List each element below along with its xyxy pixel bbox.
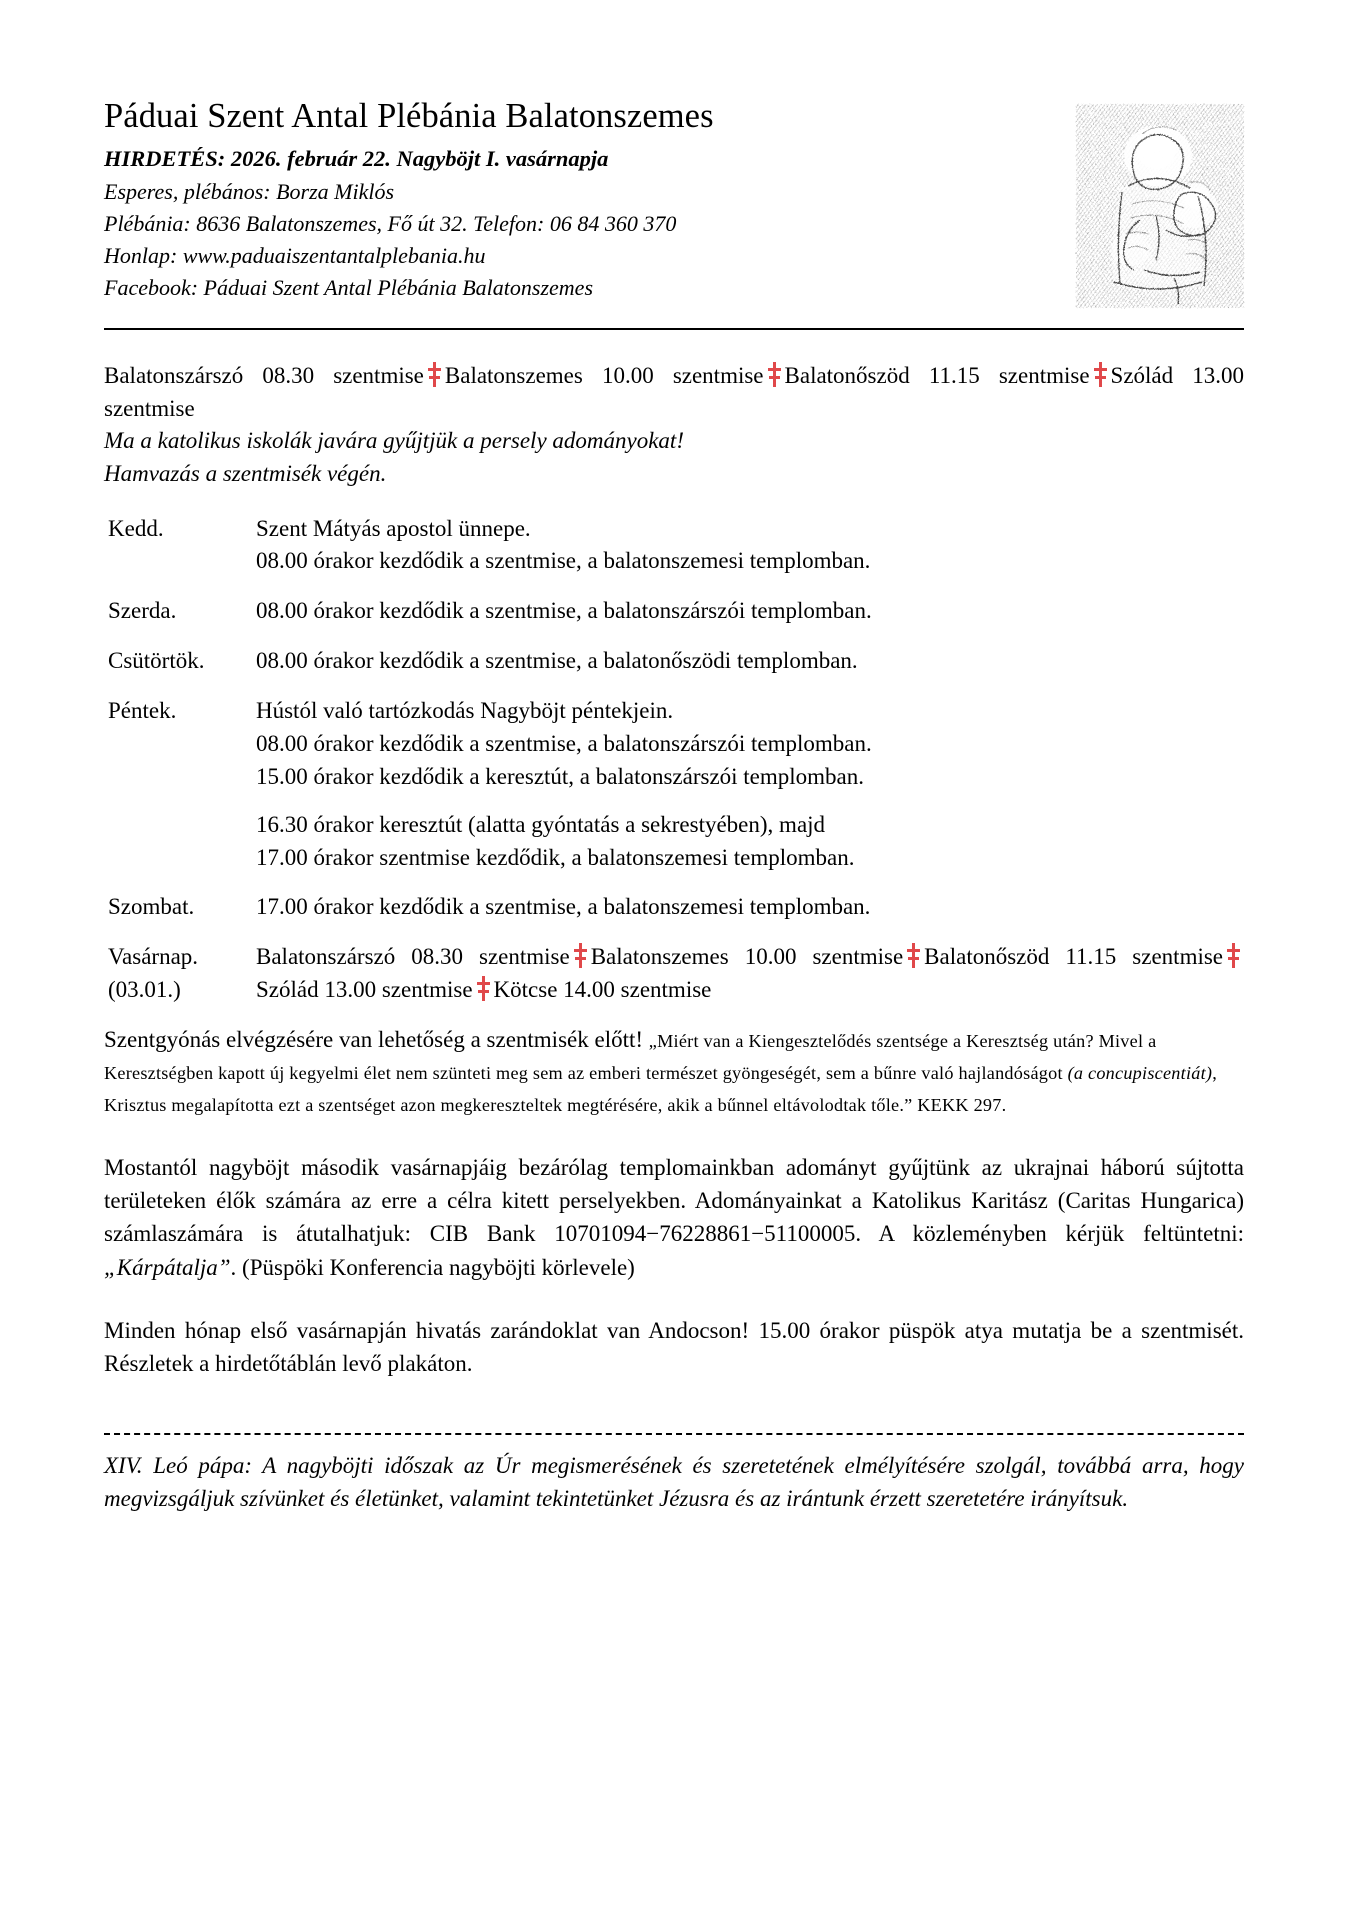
schedule-line: 17.00 órakor kezdődik a szentmise, a balatonszemesi templomban. [256, 894, 871, 920]
saint-anthony-illustration [1070, 100, 1250, 312]
schedule-day-label [104, 941, 256, 1007]
weekly-schedule [104, 513, 1244, 1008]
pope-quote: XIV. Leó pápa: A nagyböjti időszak az Úr megismerésének és szeretetének elmélyítésére szolgál, továbbá arra, hogy megvizsgáljuk szívünket és életünket, valamint tekintetünket Jézusra és az irántunk érzett szeretetére irányítsuk. [104, 1452, 1244, 1512]
address-line: Plébánia: 8636 Balatonszemes, Fő út 32. Telefon: 06 84 360 370 [104, 211, 677, 237]
today-mass-block [104, 360, 1244, 491]
schedule-line: 15.00 órakor kezdődik a keresztút, a balatonszárszói templomban. [256, 763, 865, 789]
schedule-day-label: Péntek. [108, 698, 177, 724]
schedule-line: 08.00 órakor kezdődik a szentmise, a balatonszemesi templomban. [256, 548, 871, 574]
schedule-day-label: Szerda. [108, 598, 177, 624]
donation-text-2: . (Püspöki Konferencia nagyböjti körlevele) [230, 1254, 635, 1280]
today-ashes-note: Hamvazás a szentmisék végén. [104, 460, 387, 486]
header-divider [104, 328, 1244, 330]
today-mass-3: Balatonőszöd 11.15 szentmise [784, 362, 1090, 388]
facebook-line: Facebook: Páduai Szent Antal Plébánia Balatonszemes [104, 275, 594, 301]
sunday-mass-4: Szólád 13.00 szentmise [256, 977, 473, 1003]
schedule-row-tuesday [104, 513, 1244, 579]
today-mass-2: Balatonszemes 10.00 szentmise [444, 362, 764, 388]
sunday-mass-1: Balatonszárszó 08.30 szentmise [256, 944, 570, 970]
schedule-line: Hústól való tartózkodás Nagyböjt péntekjein. [256, 698, 674, 724]
schedule-day-content [256, 941, 1244, 1007]
schedule-line: 16.30 órakor keresztút (alatta gyóntatás a sekrestyében), majd [256, 811, 826, 837]
today-mass-4: Szólád 13.00 szentmise [104, 362, 1244, 421]
cross-separator-icon [428, 362, 441, 387]
document-header [104, 96, 1244, 330]
today-mass-times [104, 360, 1244, 425]
today-mass-1: Balatonszárszó 08.30 szentmise [104, 362, 424, 388]
donation-paragraph [104, 1151, 1244, 1284]
cross-separator-icon [1094, 362, 1107, 387]
schedule-line: 08.00 órakor kezdődik a szentmise, a balatonszárszói templomban. [256, 730, 872, 756]
sunday-mass-times [256, 941, 1244, 1007]
sunday-mass-3: Balatonőszöd 11.15 szentmise [924, 944, 1224, 970]
schedule-day-content [256, 891, 1244, 924]
cross-separator-icon [768, 362, 781, 387]
website-line: Honlap: www.paduaiszentantalplebania.hu [104, 243, 486, 269]
donation-keyword: „Kárpátalja” [104, 1254, 231, 1280]
schedule-day-label: Csütörtök. [108, 648, 205, 674]
catechism-quote-part-1: „Miért van a Kiengesztelődés szentsége a Keresztség után? Mivel a Keresztségben kapott új kegyelmi élet nem szünteti meg sem az emberi természet gyöngeségét, sem a bűnre való hajlandóságot [104, 1031, 1157, 1084]
sunday-mass-2: Balatonszemes 10.00 szentmise [590, 944, 904, 970]
today-collection-note: Ma a katolikus iskolák javára gyűjtjük a persely adományokat! [104, 428, 684, 454]
cross-separator-icon [574, 943, 587, 968]
cross-separator-icon [907, 943, 920, 968]
schedule-day-name: Vasárnap. [108, 944, 199, 970]
confession-paragraph [104, 1024, 1244, 1121]
pilgrimage-paragraph: Minden hónap első vasárnapján hivatás zarándoklat van Andocson! 15.00 órakor püspök atya mutatja be a szentmisét. Részletek a hirdetőtáblán levő plakáton. [104, 1318, 1244, 1377]
confession-lead: Szentgyónás elvégzésére van lehetőség a szentmisék előtt! [104, 1027, 644, 1053]
schedule-row-friday [104, 695, 1244, 874]
page-title: Páduai Szent Antal Plébánia Balatonszemes [104, 97, 714, 135]
footer-divider [104, 1433, 1244, 1435]
schedule-day-content [256, 595, 1244, 628]
schedule-day-label: Szombat. [108, 894, 195, 920]
schedule-row-saturday [104, 891, 1244, 924]
schedule-day-date: (03.01.) [108, 977, 181, 1003]
pastor-line: Esperes, plébános: Borza Miklós [104, 179, 395, 205]
cross-separator-icon [1227, 943, 1240, 968]
schedule-row-sunday [104, 941, 1244, 1007]
schedule-day-content [256, 645, 1244, 678]
schedule-row-thursday [104, 645, 1244, 678]
donation-text-1: Mostantól nagyböjt második vasárnapjáig bezárólag templomainkban adományt gyűjtünk az ukrajnai háború sújtotta területeken élők számára az erre a célra kitett perselyekben. Adományainkat a Katolikus Karitász (Caritas Hungarica) számlaszámára is átutalhatjuk: CIB Bank 10701094−76228861−51100005. A közleményben kérjük feltüntetni: [104, 1154, 1244, 1247]
bulletin-date-line: HIRDETÉS: 2026. február 22. Nagyböjt I. vasárnapja [104, 145, 609, 171]
schedule-day-content [256, 513, 1244, 579]
schedule-day-label: Kedd. [108, 515, 164, 541]
schedule-line: 17.00 órakor szentmise kezdődik, a balatonszemesi templomban. [256, 844, 855, 870]
schedule-line: 08.00 órakor kezdődik a szentmise, a balatonszárszói templomban. [256, 598, 872, 624]
schedule-day-content [256, 695, 1244, 874]
sunday-mass-5: Kötcse 14.00 szentmise [493, 977, 712, 1003]
schedule-line: Szent Mátyás apostol ünnepe. [256, 515, 531, 541]
catechism-quote-latin: (a concupiscentiát) [1067, 1063, 1213, 1084]
schedule-line: 08.00 órakor kezdődik a szentmise, a balatonőszödi templomban. [256, 648, 858, 674]
catechism-quote-part-2: , Krisztus megalapította ezt a szentséget azon megkereszteltek megtérésére, akik a bűnnel eltávolodtak tőle.” KEKK 297. [104, 1063, 1218, 1116]
schedule-row-wednesday [104, 595, 1244, 628]
header-text-block [104, 96, 844, 304]
cross-separator-icon [477, 976, 490, 1001]
